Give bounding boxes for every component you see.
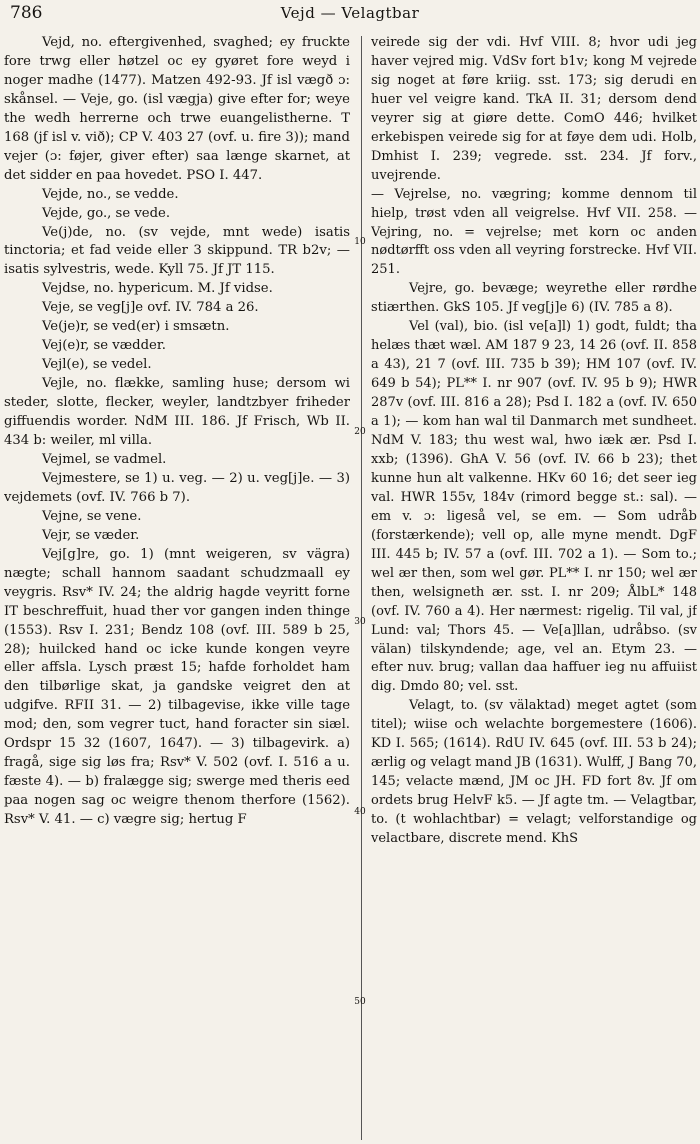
entry-vejd: Vejd, no. eftergivenhed, svaghed; ey fruckte fore trwg eller høtzel oc ey gyøret fore weyd i noger madhe (1477). Matzen 492-93. Jf isl vægð ɔ: skånsel. — Veje, go. (isl vægja) give efter for; weye the wedh herrerne och trwe euangelistherne. T 168 (jf isl v. við); CP V. 403 27 (ovf. u. fire 3)); mand vejer (ɔ: føjer, giver efter) saa længe skarnet, at det sidder en paa hovedet. PSO I. 447. bbox=[4, 35, 350, 183]
entry-velagt: Velagt, to. (sv välaktad) meget agtet (som titel); wiise och welachte borgemestere (1606). KD I. 565; (1614). RdU IV. 645 (ovf. III. 53 b 24); ærlig og velagt mand JB (1631). Wulff, J Bang 70, 145; velacte mænd, JM oc JH. FD fort 8v. Jf om ordets brug HelvF k5. — Jf agte tm. — Velagtbar, to. (t wohlachtbar) = velagt; velforstandige og velactbare, discrete mend. KhS bbox=[371, 698, 697, 847]
entry-vejgre: Vej[g]re, go. 1) (mnt weigeren, sv vägra) nægte; schall hannom saadant schudzmaall ey veygris. Rsv* IV. 24; the aldrig hagde veyritt forne IT beschreffuit, huad ther vor gangen inden thinge (1553). Rsv I. 231; Bendz 108 (ovf. III. 589 b 25, 28); huilcked hand oc icke kunde kongen veyre eller affsla. Lysch præst 15; hafde forholdet ham den tilbørlige skat, ja gandske veigret den at udgifve. RFII 31. — 2) tilbagevise, ikke ville tage mod; den, som vegrer tuct, hand foracter sin siæl. Ordspr 15 32 (1607, 1647). — 3) tilbagevirk. a) fragå, sige sig løs fra; Rsv* V. 502 (ovf. I. 516 a u. fæste 4). — b) fralægge sig; swerge med theris eed paa nogen sag oc weigre thenom therfore (1562). Rsv* V. 41. — c) vægre sig; hertug F bbox=[4, 546, 350, 828]
entry-vel: Vel (val), bio. (isl ve[a]l) 1) godt, fuldt; tha helæs thæt wæl. AM 187 9 23, 14 26 (ovf. II. 858 a 43), 21 7 (ovf. III. 735 b 39); HM 107 (ovf. IV. 649 b 54); PL** I. nr 907 (ovf. IV. 95 b 9); HWR 287v (ovf. III. 816 a 28); Psd I. 182 a (ovf. IV. 650 a 1); — kom han wal til Danmarch met sundheet. NdM V. 183; thu west wal, hwo iæk ær. Psd I. xxb; (1396). GhA V. 56 (ovf. IV. 66 b 23); thet kunne hun alt valkenne. HKv 60 16; det seer ieg val. HWR 155v, 184v (rimord begge st.: sal). — em v. ɔ: ligeså vel, se em. — Som udråb (forstærkende); vell op, alle myne mendt. DgF III. 445 b; IV. 57 a (ovf. III. 702 a 1). — Som to.; wel ær then, som wel gør. PL** I. nr 150; wel ær then, welsigneth ær. sst. I. nr 209; ÅlbL* 148 (ovf. IV. 760 a 4). Her nærmest: rigelig. Til val, jf Lund: val; Thors 45. — Ve[a]llan, udråbso. (sv välan) tilskyndende; age, vel an. Etym 23. — efter nuv. brug; vallan daa haffuer ieg nu affuiist dig. Dmdo 80; vel. sst. bbox=[371, 319, 697, 695]
entry-vejrelse: — Vejrelse, no. vægring; komme dennom til hielp, trøst vden all veigrelse. Hvf VII. 258. — Vejring, no. = vejrelse; met korn oc anden nødtørfft oss vden all veyring forstrecke. Hvf VII. 251. bbox=[371, 186, 697, 278]
page-header bbox=[0, 0, 700, 30]
entry-vejle: Vejle, no. flække, samling huse; dersom wi steder, slotte, flecker, weyler, landtzbyer friheder giffuendis worder. NdM III. 186. Jf Frisch, Wb II. 434 b: weiler, ml villa. bbox=[4, 376, 350, 449]
entry-ve-j-de: Ve(j)de, no. (sv vejde, mnt wede) isatis tinctoria; et fad veide eller 3 skippund. TR b2v; — isatis sylvestris, wede. Kyll 75. Jf JT 115. bbox=[4, 224, 350, 278]
line-number: 30 bbox=[354, 617, 366, 627]
entry-vejdse: Vejdse, no. hypericum. M. Jf vidse. bbox=[42, 281, 273, 297]
entry-vejr: Vejr, se væder. bbox=[42, 527, 140, 543]
page-number: 786 bbox=[10, 3, 43, 23]
entry-vejl-e: Vejl(e), se vedel. bbox=[42, 357, 152, 373]
entry-vejmestere: Vejmestere, se 1) u. veg. — 2) u. veg[j]e. — 3) vejdemets (ovf. IV. 766 b 7). bbox=[4, 470, 350, 505]
entry-continuation: veirede sig der vdi. Hvf VIII. 8; hvor udi jeg haver vejred mig. VdSv fort b1v; kong M vejrede sig noget at føre kriig. sst. 173; sig derudi en huer vel veigre kand. TkA II. 31; dersom dend veyrer sig at giøre dette. ComO 446; hvilket erkebispen veirede sig for at føye dem udi. Holb, Dmhist I. 239; vegrede. sst. 234. Jf forv., uvejrende. bbox=[371, 35, 697, 183]
left-column bbox=[4, 34, 350, 1140]
entry-vejde-go: Vejde, go., se vede. bbox=[42, 205, 171, 221]
entry-vejre: Vejre, go. bevæge; weyrethe eller rørdhe stiærthen. GkS 105. Jf veg[j]e 6) (IV. 785 a 8). bbox=[371, 281, 697, 316]
entry-veje: Veje, se veg[j]e ovf. IV. 784 a 26. bbox=[42, 300, 259, 316]
line-number: 50 bbox=[354, 997, 366, 1007]
line-number: 20 bbox=[354, 427, 366, 437]
entry-vejne: Vejne, se vene. bbox=[42, 508, 142, 524]
right-column bbox=[371, 34, 697, 1140]
entry-ve-je-r: Ve(je)r, se ved(er) i smsætn. bbox=[42, 319, 230, 335]
entry-vejmel: Vejmel, se vadmel. bbox=[42, 451, 167, 467]
column-divider bbox=[361, 36, 362, 1140]
line-number: 10 bbox=[354, 237, 366, 247]
running-head: Vejd — Velagtbar bbox=[280, 4, 420, 22]
entry-vejde-no: Vejde, no., se vedde. bbox=[42, 186, 179, 202]
line-number: 40 bbox=[354, 807, 366, 817]
entry-vej-e-r: Vej(e)r, se vædder. bbox=[42, 338, 166, 354]
